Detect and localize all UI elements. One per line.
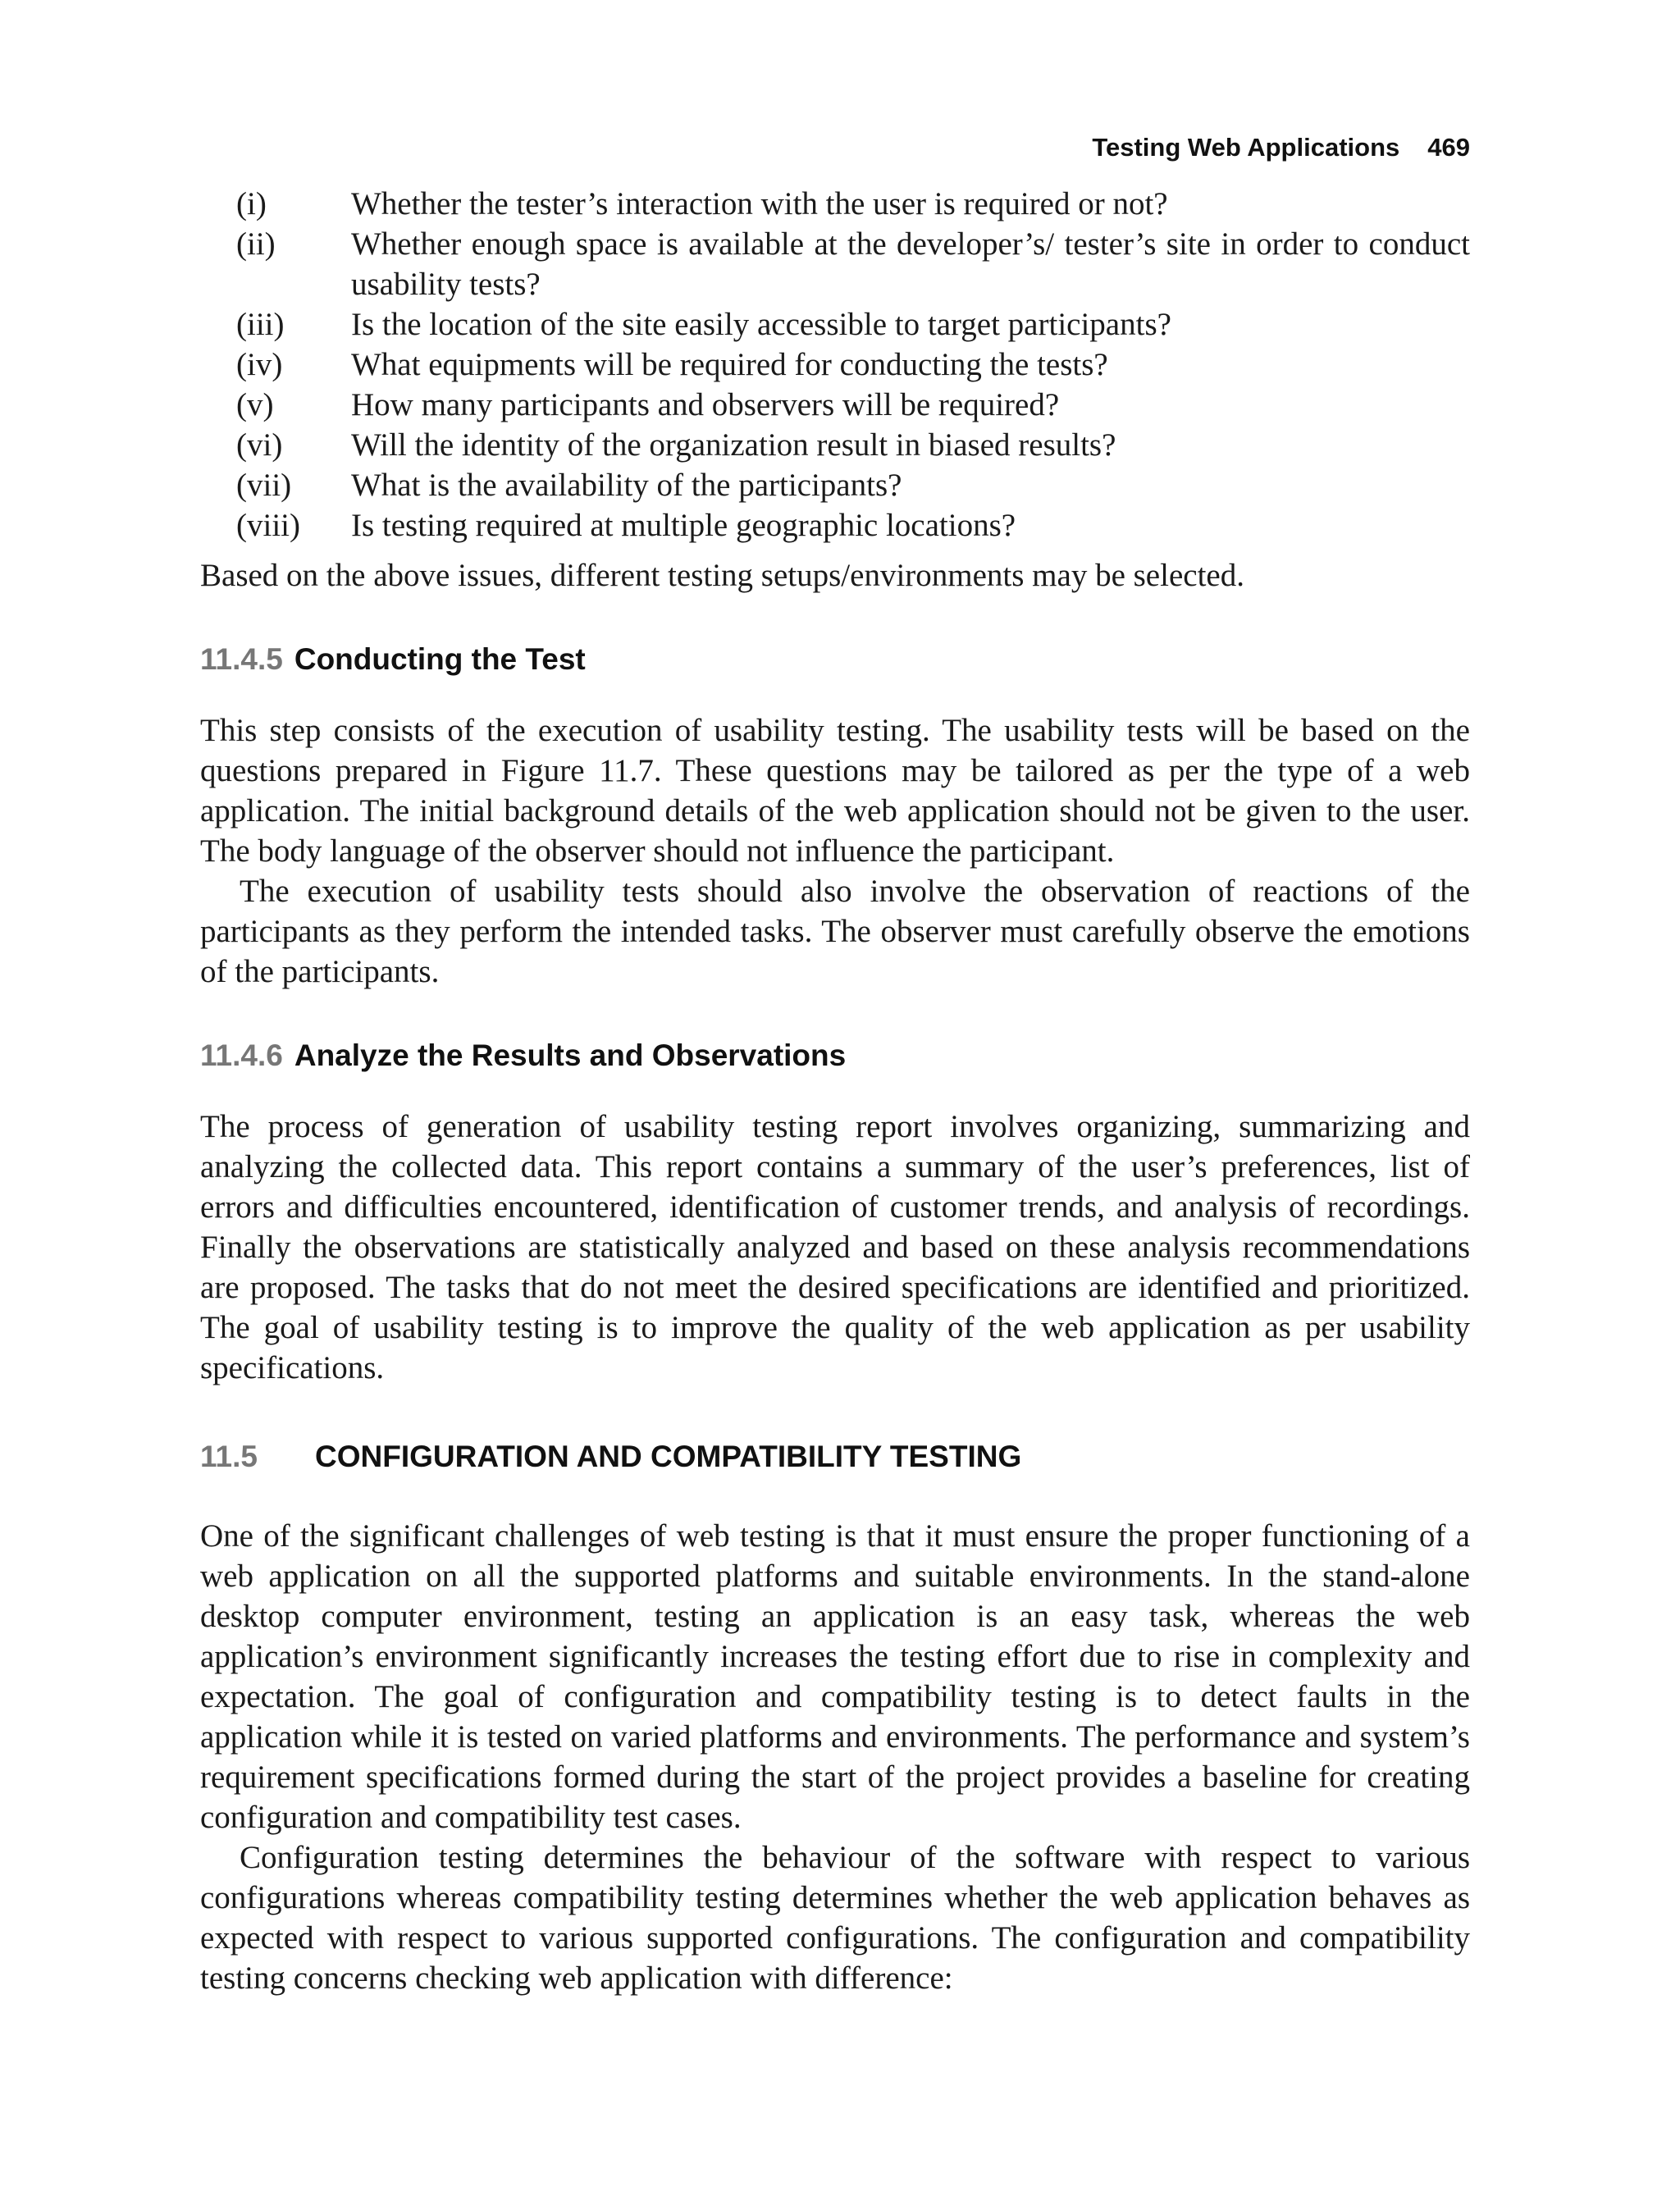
paragraph: Configuration testing determines the behaviour of the software with respect to various configurations whereas compatibility testing determines whether the web application behaves as expected with respect to various supported configurations. The configuration and compatibility testing concerns checking web application with difference:	[200, 1840, 1470, 1996]
list-item-text: Will the identity of the organization result in biased results?	[351, 427, 1116, 463]
paragraph: One of the significant challenges of web testing is that it must ensure the proper functioning of a web application on all the supported platforms and suitable environments. In the stand-alone desktop computer environment, testing an application is an easy task, whereas the web application’s environment significantly increases the testing effort due to rise in complexity and expectation. The goal of configuration and compatibility testing is to detect faults in the application while it is tested on varied platforms and environments. The performance and system’s requirement specifications formed during the start of the project provides a baseline for creating configuration and compatibility test cases.	[200, 1518, 1470, 1835]
list-item-number: (viii)	[236, 508, 300, 543]
list-item-number: (v)	[236, 387, 274, 422]
list-item	[200, 224, 1470, 304]
list-item-text: What is the availability of the participants?	[351, 468, 902, 503]
list-item-number: (i)	[236, 186, 267, 221]
list-item	[200, 184, 1470, 224]
page-number: 469	[1427, 133, 1470, 162]
list-item-text: Whether enough space is available at the developer’s/ tester’s site in order to conduct usability tests?	[351, 226, 1470, 302]
list-item	[200, 385, 1470, 425]
section-heading-11-4-5	[200, 640, 1470, 679]
paragraph: The process of generation of usability testing report involves organizing, summarizing and analyzing the collected data. This report contains a summary of the user’s preferences, list of errors and difficulties encountered, identification of customer trends, and analysis of recordings. Finally the observations are statistically analyzed and based on these analysis recommendations are proposed. The tasks that do not meet the desired specifications are identified and prioritized. The goal of usability testing is to improve the quality of the web application as per usability specifications.	[200, 1109, 1470, 1385]
section-heading-11-4-6	[200, 1036, 1470, 1075]
section-number: 11.4.6	[200, 1038, 283, 1072]
paragraph: The execution of usability tests should also involve the observation of reactions of the participants as they perform the intended tasks. The observer must carefully observe the emotions of the participants.	[200, 874, 1470, 989]
list-item-number: (vii)	[236, 468, 292, 503]
list-summary-paragraph: Based on the above issues, different testing setups/environments may be selected.	[200, 558, 1244, 593]
book-page	[200, 131, 1470, 1998]
section-number: 11.5	[200, 1440, 258, 1473]
list-item-number: (iv)	[236, 347, 283, 382]
running-head-title: Testing Web Applications	[1092, 133, 1400, 162]
list-item	[200, 465, 1470, 505]
question-list	[200, 184, 1470, 545]
list-item-text: Is the location of the site easily accessible to target participants?	[351, 307, 1171, 342]
list-item-text: How many participants and observers will be required?	[351, 387, 1060, 422]
list-item-number: (vi)	[236, 427, 283, 463]
list-item-text: Is testing required at multiple geographic locations?	[351, 508, 1016, 543]
list-item-text: What equipments will be required for conducting the tests?	[351, 347, 1108, 382]
paragraph: This step consists of the execution of usability testing. The usability tests will be based on the questions prepared in Figure 11.7. These questions may be tailored as per the type of a web application. The initial background details of the web application should not be given to the user. The body language of the observer should not influence the participant.	[200, 713, 1470, 869]
list-item	[200, 345, 1470, 385]
section-title: Conducting the Test	[294, 642, 586, 676]
list-item	[200, 505, 1470, 545]
list-item	[200, 425, 1470, 465]
list-item-text: Whether the tester’s interaction with the user is required or not?	[351, 186, 1168, 221]
section-heading-11-5	[200, 1437, 1470, 1477]
list-item-number: (iii)	[236, 307, 285, 342]
section-title: Analyze the Results and Observations	[294, 1038, 847, 1072]
section-title: CONFIGURATION AND COMPATIBILITY TESTING	[315, 1440, 1022, 1473]
list-item	[200, 304, 1470, 345]
section-number: 11.4.5	[200, 642, 283, 676]
running-head	[200, 131, 1470, 184]
list-item-number: (ii)	[236, 226, 276, 262]
